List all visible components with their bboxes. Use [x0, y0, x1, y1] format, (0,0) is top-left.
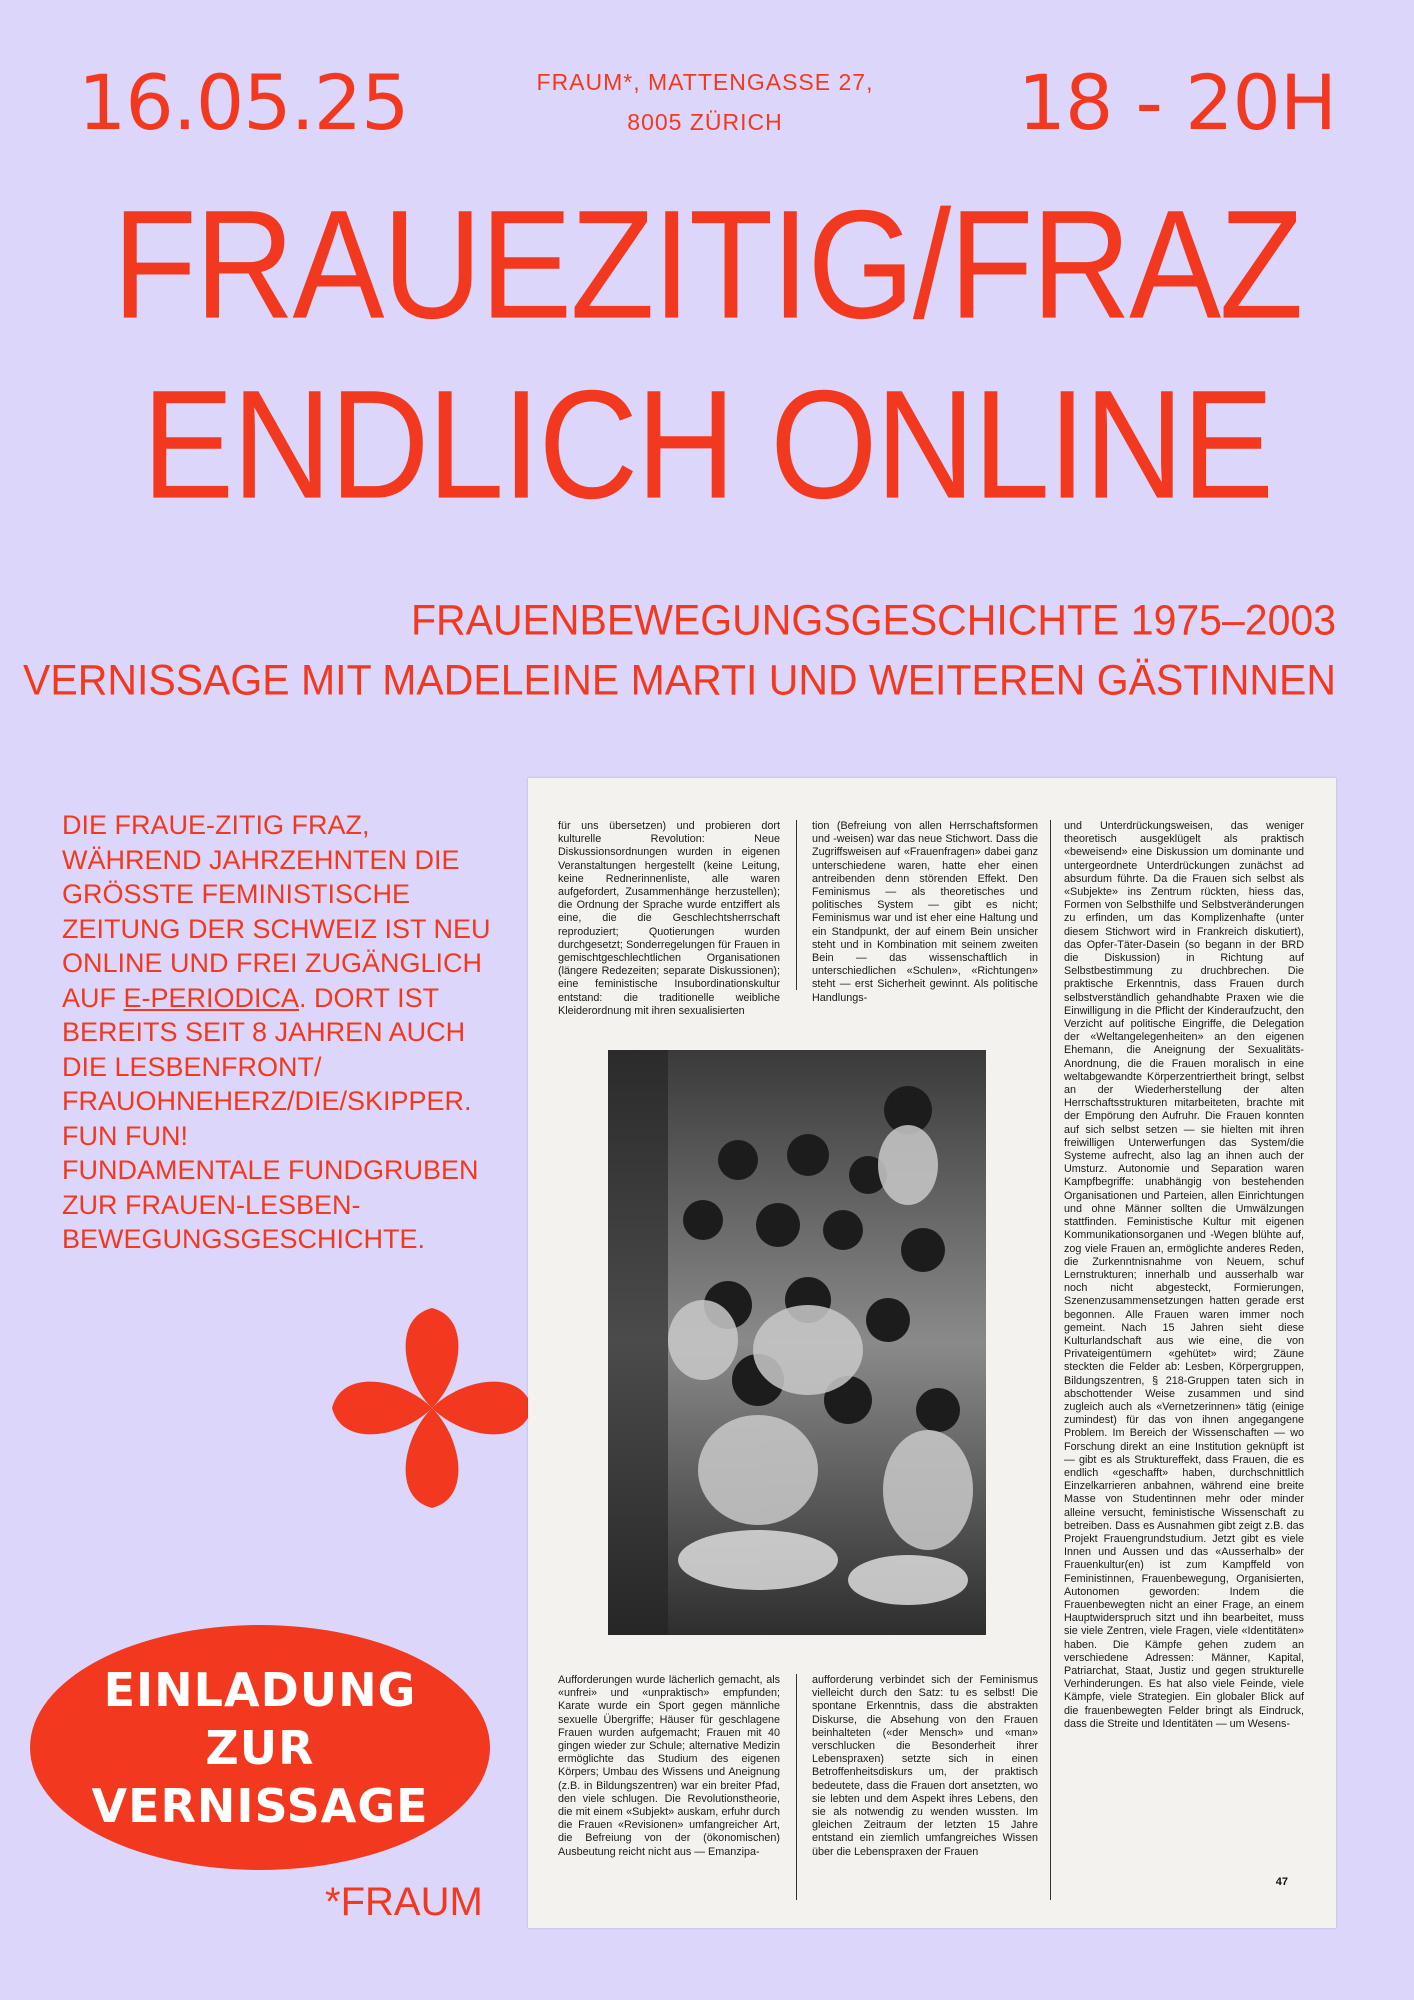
headline-line-2: ENDLICH ONLINE: [142, 358, 1272, 532]
magazine-column-1-bottom: Aufforderungen wurde lächerlich gemacht, als «unfrei» und «unpraktisch» empfunden; Karate wurde ein Sport gegen männliche sexuelle Übergriffe; Häuser für geschlagene Frauen wurden aufgemacht; Frauen mit 40 gingen wieder zur Schule; alternative Medizin ermöglichte das Studium des eigenen Körpers; Umbau des Wissens und Aneignung (z.B. in Bildungszentren) war ein breiter Pfad, den viele schlugen. Die Revolutionstheorie, die mit einem «Subjekt» auskam, erfuhr durch die Frauen «Revisionen» umfangreicher Art, die Befreiung von der (ökonomischen) Ausbeutung reicht nicht aus — Emanzipa-: [558, 1674, 780, 1858]
magazine-column-1: für uns übersetzen) und probieren dort kulturelle Revolution: Neue Diskussionsordnungen wurden in eigenen Veranstaltungen hergestellt (keine Leitung, keine Rednerinnenliste, alle waren aufgefordert, Zusammenhänge herzustellen); die Ordnung der Sprache wurde entziffert als eine, die die Geschlechtsherrschaft reproduziert; Quotierungen wurden durchgesetzt; Sonderregelungen für Frauen in gemischtgeschlechtlichen Organisationen (längere Redezeiten; separate Diskussionen); eine feministische Insubordinationskultur entstand: die traditionelle weibliche Kleiderordnung mit ihren sexualisierten: [558, 820, 780, 1017]
subtitle-line-1: FRAUENBEWEGUNGSGESCHICHTE 1975–2003: [410, 595, 1336, 645]
magazine-column-2: tion (Befreiung von allen Herrschaftsformen und -weisen) war das neue Stichwort. Dass die Zugriffsweisen auf «Frauenfragen» dabei ganz unterschiedene waren, hatte eher einen antreibenden denn störenden Effekt. Den Feminismus — als theoretisches und politisches System — gibt es nicht; Feminismus war und ist eher eine Haltung und ein Standpunkt, der auf einem Bein unsicher steht und in Kombination mit seinem zweiten Bein — das wissenschaftlich in unterschiedlichen «Schulen», «Richtungen» steht — erst Sicherheit gewinnt. Als politische Handlungs-: [812, 820, 1038, 1004]
magazine-page: [528, 778, 1336, 1928]
badge-line-2: ZUR: [205, 1720, 315, 1775]
subtitle-line-2: VERNISSAGE MIT MADELEINE MARTI UND WEITEREN GÄSTINNEN: [23, 655, 1336, 705]
description-text: [62, 808, 502, 1257]
badge-line-1: EINLADUNG: [103, 1662, 417, 1717]
event-time: 18 - 20H: [1017, 58, 1336, 147]
fraum-signature: *FRAUM: [325, 1880, 483, 1924]
magazine-column-2-bottom: aufforderung verbindet sich der Feminismus vielleicht durch den Satz: tu es selbst! Die spontane Erkenntnis, dass die abstrakten Diskurse, die Absehung von den Frauen beinhalteten («der Mensch» und «man» verschlucken die Besonderheit ihrer Lebenspraxen) setzte sich in einen Betroffenheitsdiskurs um, der praktisch bedeutete, dass die Frauen dort ansetzten, wo sie lebten und dem Aspekt ihres Lebens, den sie als notwendig zu wenden wussten. Im gleichen Zeitraum der letzten 15 Jahre entstand ein ziemlich umfangreiches Wissen über die Lebenspraxen der Frauen: [812, 1674, 1038, 1858]
column-rule: [796, 1674, 797, 1900]
group-photo: [608, 1050, 986, 1635]
column-rule: [1050, 820, 1051, 1900]
description-part-2: . DORT IST BEREITS SEIT 8 JAHREN AUCH DIE LESBENFRONT/ FRAUOHNEHERZ/DIE/SKIPPER. FUN FUN!: [62, 982, 472, 1151]
event-date: 16.05.25: [78, 58, 409, 147]
e-periodica-link[interactable]: E-PERIODICA: [123, 982, 300, 1013]
venue-line-2: 8005 ZÜRICH: [627, 109, 783, 135]
invitation-badge: [30, 1625, 490, 1870]
flower-icon: [322, 1298, 542, 1518]
description-part-3: FUNDAMENTALE FUNDGRUBEN ZUR FRAUEN-LESBEN-BEWEGUNGSGESCHICHTE.: [62, 1155, 479, 1254]
headline-line-1: FRAUEZITIG/FRAZ: [112, 178, 1302, 352]
magazine-column-3: und Unterdrückungsweisen, das weniger theoretisch ausgeklügelt als praktisch «beweisend» eine Diskussion um dominante und untergeordnete Unterdrückungen zunächst ad absurdum führte. Da die Frauen sich selbst als «Subjekte» ins Zentrum rückten, hiess das, Formen von Selbsthilfe und Selbstveränderungen zu erfinden, um das Komplizenhafte (unter diesem Stichwort wird in Frankreich diskutiert), das Opfer-Täter-Dasein (so begann in der BRD die Diskussion) in Richtung auf Selbstbestimmung zu druchbrechen. Die praktische Erkenntnis, dass Frauen durch selbstverständlich gehandhabte Praxen wie die Einwilligung in die Pflicht der Kinderaufzucht, den Verzicht auf politische Eingriffe, die Delegation der «Weltangelegenheiten» an den eigenen Ehemann, die Aneignung der Sexualitäts-Anordnung, die die Frauen moralisch in eine weltabgewandte Körperzentriertheit bringt, selbst an der Wiederherstellung der alten Herrschaftsstrukturen mitarbeiteten, brachte mit der Empörung den Aufruhr. Die Frauen konnten auf sich selbst setzen — sie hielten mit ihren freiwilligen Unterwerfungen das System/die Systeme aufrecht, also lag an ihnen auch der Umsturz. Autonomie und Separation waren Kampfbegriffe: unabhängig von bestehenden Organisationen und Parteien, allen Einrichtungen und ohne Männer sollten die Umwälzungen stattfinden. Feministische Kultur mit eigenen Kommunikationsorganen und -Wegen blühte auf, zog viele Frauen an, ermöglichte anderes Reden, die Zurkenntnisnahme von Neuem, schuf Lernstrukturen; innerhalb und ausserhalb war noch nicht abgesteckt, Formierungen, Szenenzusammensetzungen hatten gerade erst begonnen. Alle Frauen waren immer noch gemeint. Nach 15 Jahren sieht diese Kulturlandschaft aus wie eine, die von Privateigentümern «gehütet» wird; Zäune steckten die Felder ab: Lesben, Körpergruppen, Bildungszentren, § 218-Gruppen taten sich in abschottender Weise zusammen und sind zugleich auch als «Vernetzerinnen» tätig (einige zumindest) für das von ihnen angegangene Problem. Im Bereich der Wissenschaften — wo Forschung direkt an eine Institution geknüpft ist — gibt es als Struktureffekt, dass Frauen, die es endlich «geschafft» haben, durchschnittlich Einzelkarrieren anbahnen, während eine breite Masse von Studentinnen mehr oder minder alleine versucht, feministische Wissenschaft zu betreiben. Dass es Ausnahmen gibt zeigt z.B. das Projekt Frauengrundstudium. Jetzt gibt es viele Innen und Aussen und das «Ausserhalb» der Frauenkultur(en) ist zum Kampffeld von Feministinnen, Frauenbewegung, Organisierten, Autonomen geworden: Indem die Frauenbewegten nicht an einer Frage, an einem Hauptwiderspruch sitzt und ihn bearbeitet, muss sie viele Zentren, viele Fragen, viele «Identitäten» haben. Die Kämpfe gehen zudem an verschiedene Adressen: Männer, Kapital, Patriarchat, Staat, Justiz und gegen strukturelle Verhinderungen. Es hat also viele Feinde, viele Kämpfe, viele Strategien. Ein globaler Blick auf die frauenbewegten Felder bringt als Eindruck, dass die Streite und Identitäten — um Wesens-: [1064, 820, 1304, 1730]
description-part-1: DIE FRAUE-ZITIG FRAZ, WÄHREND JAHRZEHNTEN DIE GRÖSSTE FEMINISTISCHE ZEITUNG DER SCHWEIZ IST NEU ONLINE UND FREI ZUGÄNGLICH AUF: [62, 810, 491, 1013]
event-venue: [470, 62, 940, 142]
page-number: 47: [1275, 1876, 1288, 1888]
badge-line-3: VERNISSAGE: [91, 1778, 429, 1833]
column-rule: [796, 820, 797, 990]
venue-line-1: FRAUM*, MATTENGASSE 27,: [536, 69, 874, 95]
